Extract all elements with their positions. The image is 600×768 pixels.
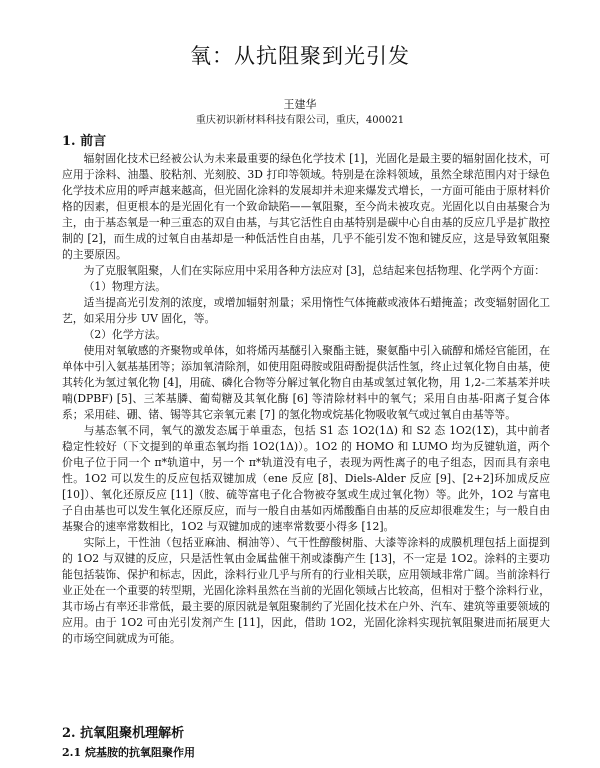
paper-title: 氧：从抗阻聚到光引发: [190, 44, 410, 68]
section-1-heading: 1. 前言: [62, 134, 107, 149]
paragraph: 为了克服氧阻聚，人们在实际应用中采用各种方法应对 [3]，总结起来包括物理、化学两个方面：: [83, 264, 545, 277]
section-2-heading: 2. 抗氧阻聚机理解析: [62, 726, 185, 741]
paragraph: （1）物理方法。: [83, 280, 167, 293]
section-1-body: [62, 151, 550, 647]
author-name: 王建华: [283, 98, 317, 111]
paragraph: 使用对氧敏感的齐聚物或单体，如将烯丙基醚引入聚酯主链，聚氨酯中引入硫醇和烯烃官能团，在单体中引入氨基基团等；添加氧清除剂，如使用阻碍胺或阻碍酚提供活性氢，终止过氧化物自由基，使其转化为氢过氧化物 [4]，用硫、磷化合物等分解过氧化物自由基或氢过氧化物，用 1,2-二苯基苯并呋喃(DPBF) [5]、三苯基膦、葡萄糖及其氧化酶 [6] 等清除材料中的氧气；采用自由基-阳离子复合体系；采用硅、硼、锗、锡等其它亲氧元素 [7] 的氢化物或烷基化物吸收氧气或过氧自由基等等。: [62, 344, 550, 421]
paragraph: 辐射固化技术已经被公认为未来最重要的绿色化学技术 [1]，光固化是最主要的辐射固化技术，可应用于涂料、油墨、胶粘剂、光刻胶、3D 打印等领域。特别是在涂料领域，虽然全球范围内对于绿色化学技术应用的呼声越来越高，但光固化涂料的发展却并未迎来爆发式增长，一方面可能由于原材料价格的因素，但更根本的是光固化有一个致命缺陷——氧阻聚，至今尚未被攻克。光固化以自由基聚合为主，由于基态氧是一种三重态的双自由基，与其它活性自由基特别是碳中心自由基的反应几乎是扩散控制的 [2]，而生成的过氧自由基却是一种低活性自由基，几乎不能引发不饱和键反应，这是导致氧阻聚的主要原因。: [62, 152, 550, 261]
paragraph: 与基态氧不同，氧气的激发态属于单重态，包括 S1 态 1O2(1Δ) 和 S2 态 1O2(1Σ)，其中前者稳定性较好（下文提到的单重态氧均指 1O2(1Δ)）。1O2 的 HOMO 和 LUMO 均为反键轨道，两个价电子位于同一个 π*轨道中，另一个 π*轨道没有电子，表现为两性离子的电子组态，因而具有亲电性。1O2 可以发生的反应包括双键加成（ene 反应 [8]、Diels-Alder 反应 [9]、[2+2]环加成反应 [10]）、氧化还原反应 [11]（胺、硫等富电子化合物被夺氢或生成过氧化物）等。此外，1O2 与富电子自由基也可以发生氧化还原反应，而与一般自由基如丙烯酸酯自由基的反应却很难发生；与一般自由基聚合的速率常数相比，1O2 与双键加成的速率常数要小得多 [12]。: [62, 424, 550, 533]
section-2-1-heading: 2.1 烷基胺的抗氧阻聚作用: [62, 746, 195, 759]
author-affiliation: 重庆初识新材料科技有限公司，重庆，400021: [195, 115, 405, 126]
paragraph: 实际上，干性油（包括亚麻油、桐油等）、气干性醇酸树脂、大漆等涂料的成膜机理包括上面提到的 1O2 与双键的反应，只是活性氧由金属盐催干剂或漆酶产生 [13]，不一定是 1O2。涂料的主要功能包括装饰、保护和标志，因此，涂料行业几乎与所有的行业相关联，应用领域非常广阔。当前涂料行业正处在一个重要的转型期，光固化涂料虽然在当前的光固化领域占比较高，但相对于整个涂料行业，其市场占有率还非常低，最主要的原因就是氧阻聚制约了光固化技术在户外、汽车、建筑等重要领域的应用。由于 1O2 可由光引发剂产生 [11]，因此，借助 1O2，光固化涂料实现抗氧阻聚进而拓展更大的市场空间就成为可能。: [62, 536, 550, 645]
paragraph: （2）化学方法。: [83, 328, 167, 341]
paragraph: 适当提高光引发剂的浓度，或增加辐射剂量；采用惰性气体掩蔽或液体石蜡掩盖；改变辐射固化工艺，如采用分步 UV 固化，等。: [62, 296, 550, 325]
